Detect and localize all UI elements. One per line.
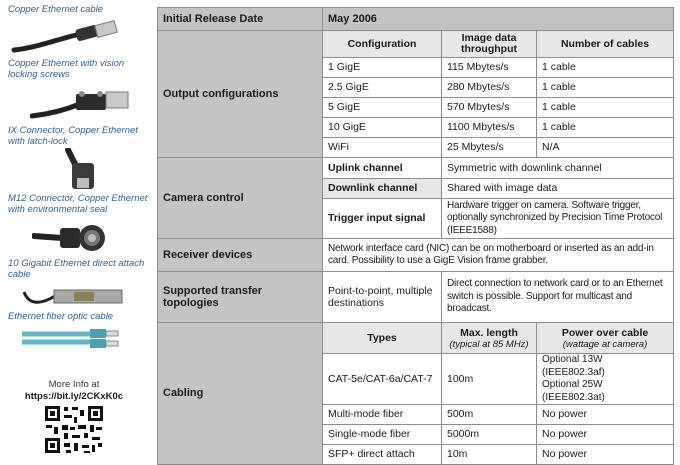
cabling-header-row	[158, 323, 674, 354]
output-config: 10 GigE	[323, 118, 442, 138]
cable-type: CAT-5e/CAT-6a/CAT-7	[323, 354, 442, 405]
downlink-label: Downlink channel	[323, 179, 442, 199]
copper-ethernet-cable-image	[10, 18, 145, 54]
output-config: WiFi	[323, 138, 442, 158]
cable-type: Multi-mode fiber	[323, 405, 442, 425]
receiver-label: Receiver devices	[158, 239, 323, 272]
caption-ix-connector: IX Connector, Copper Ethernet with latch-lock	[8, 125, 138, 147]
cable-power: No power	[537, 445, 674, 465]
qr-code-image[interactable]	[44, 405, 104, 454]
ix-connector-image	[60, 148, 105, 193]
output-cables: 1 cable	[537, 98, 674, 118]
uplink-label: Uplink channel	[323, 158, 442, 179]
trigger-value: Hardware trigger on camera. Software trigger, optionally synchronized by Precision Time Protocol (IEEE1588)	[442, 199, 674, 239]
cable-length: 5000m	[442, 425, 537, 445]
trigger-label: Trigger input signal	[323, 199, 442, 239]
cable-power: No power	[537, 405, 674, 425]
direct-attach-cable-image	[20, 280, 130, 310]
cable-power	[537, 354, 674, 405]
m12-connector-image	[32, 218, 112, 258]
gige-spec-table	[157, 7, 674, 465]
max-length-note: (typical at 85 MHz)	[449, 338, 529, 350]
release-value: May 2006	[323, 8, 674, 31]
cable-length: 10m	[442, 445, 537, 465]
cabling-header-power	[537, 323, 674, 354]
output-header-configuration: Configuration	[323, 31, 442, 58]
locking-screw-cable-image	[30, 82, 145, 120]
cable-length: 500m	[442, 405, 537, 425]
more-info	[18, 379, 130, 403]
cable-power: No power	[537, 425, 674, 445]
output-throughput: 115 Mbytes/s	[442, 58, 537, 78]
uplink-value: Symmetric with downlink channel	[442, 158, 674, 179]
output-throughput: 1100 Mbytes/s	[442, 118, 537, 138]
output-throughput: 25 Mbytes/s	[442, 138, 537, 158]
receiver-value: Network interface card (NIC) can be on motherboard or inserted as an add-in card. Possibility to use a GigE Vision frame grabber.	[323, 239, 674, 272]
camera-control-label: Camera control	[158, 158, 323, 239]
output-header-throughput: Image data throughput	[442, 31, 537, 58]
topology-label: Supported transfer topologies	[158, 272, 323, 323]
topology-type: Point-to-point, multiple destinations	[323, 272, 442, 323]
output-cables: 1 cable	[537, 78, 674, 98]
cable-type: Single-mode fiber	[323, 425, 442, 445]
cable-gallery	[0, 0, 152, 454]
output-config: 2.5 GigE	[323, 78, 442, 98]
fiber-optic-cable-image	[20, 326, 132, 352]
more-info-label: More Info at	[48, 379, 100, 390]
downlink-value: Shared with image data	[442, 179, 674, 199]
output-cables: 1 cable	[537, 58, 674, 78]
power-over-cable-note: (wattage at camera)	[562, 338, 648, 350]
topology-row	[158, 272, 674, 323]
receiver-row	[158, 239, 674, 272]
cabling-header-length	[442, 323, 537, 354]
cable-power-line: Optional 25W (IEEE802.3at)	[542, 379, 605, 403]
more-info-link[interactable]: https://bit.ly/2CKxK0c	[24, 391, 124, 402]
cable-length: 100m	[442, 354, 537, 405]
output-config: 5 GigE	[323, 98, 442, 118]
output-throughput: 280 Mbytes/s	[442, 78, 537, 98]
caption-m12-connector: M12 Connector, Copper Ethernet with environmental seal	[8, 193, 148, 215]
output-config: 1 GigE	[323, 58, 442, 78]
max-length-label: Max. length	[460, 326, 518, 339]
output-label: Output configurations	[158, 31, 323, 158]
cable-type: SFP+ direct attach	[323, 445, 442, 465]
topology-description: Direct connection to network card or to an Ethernet switch is possible. Support for multicast and broadcast.	[442, 272, 674, 323]
caption-10g-direct-attach: 10 Gigabit Ethernet direct attach cable	[8, 258, 145, 280]
output-cables: 1 cable	[537, 118, 674, 138]
cabling-label: Cabling	[158, 323, 323, 465]
caption-copper-ethernet-cable: Copper Ethernet cable	[8, 4, 104, 15]
release-row	[158, 8, 674, 31]
cabling-header-types: Types	[323, 323, 442, 354]
output-header-row	[158, 31, 674, 58]
output-throughput: 570 Mbytes/s	[442, 98, 537, 118]
release-label: Initial Release Date	[158, 8, 323, 31]
cable-power-line: Optional 13W (IEEE802.3af)	[542, 354, 605, 378]
camera-uplink-row	[158, 158, 674, 179]
caption-fiber-optic: Ethernet fiber optic cable	[8, 311, 114, 322]
output-cables: N/A	[537, 138, 674, 158]
caption-copper-ethernet-locking-screws: Copper Ethernet with vision locking screws	[8, 58, 125, 80]
output-header-cables: Number of cables	[537, 31, 674, 58]
power-over-cable-label: Power over cable	[561, 326, 649, 339]
